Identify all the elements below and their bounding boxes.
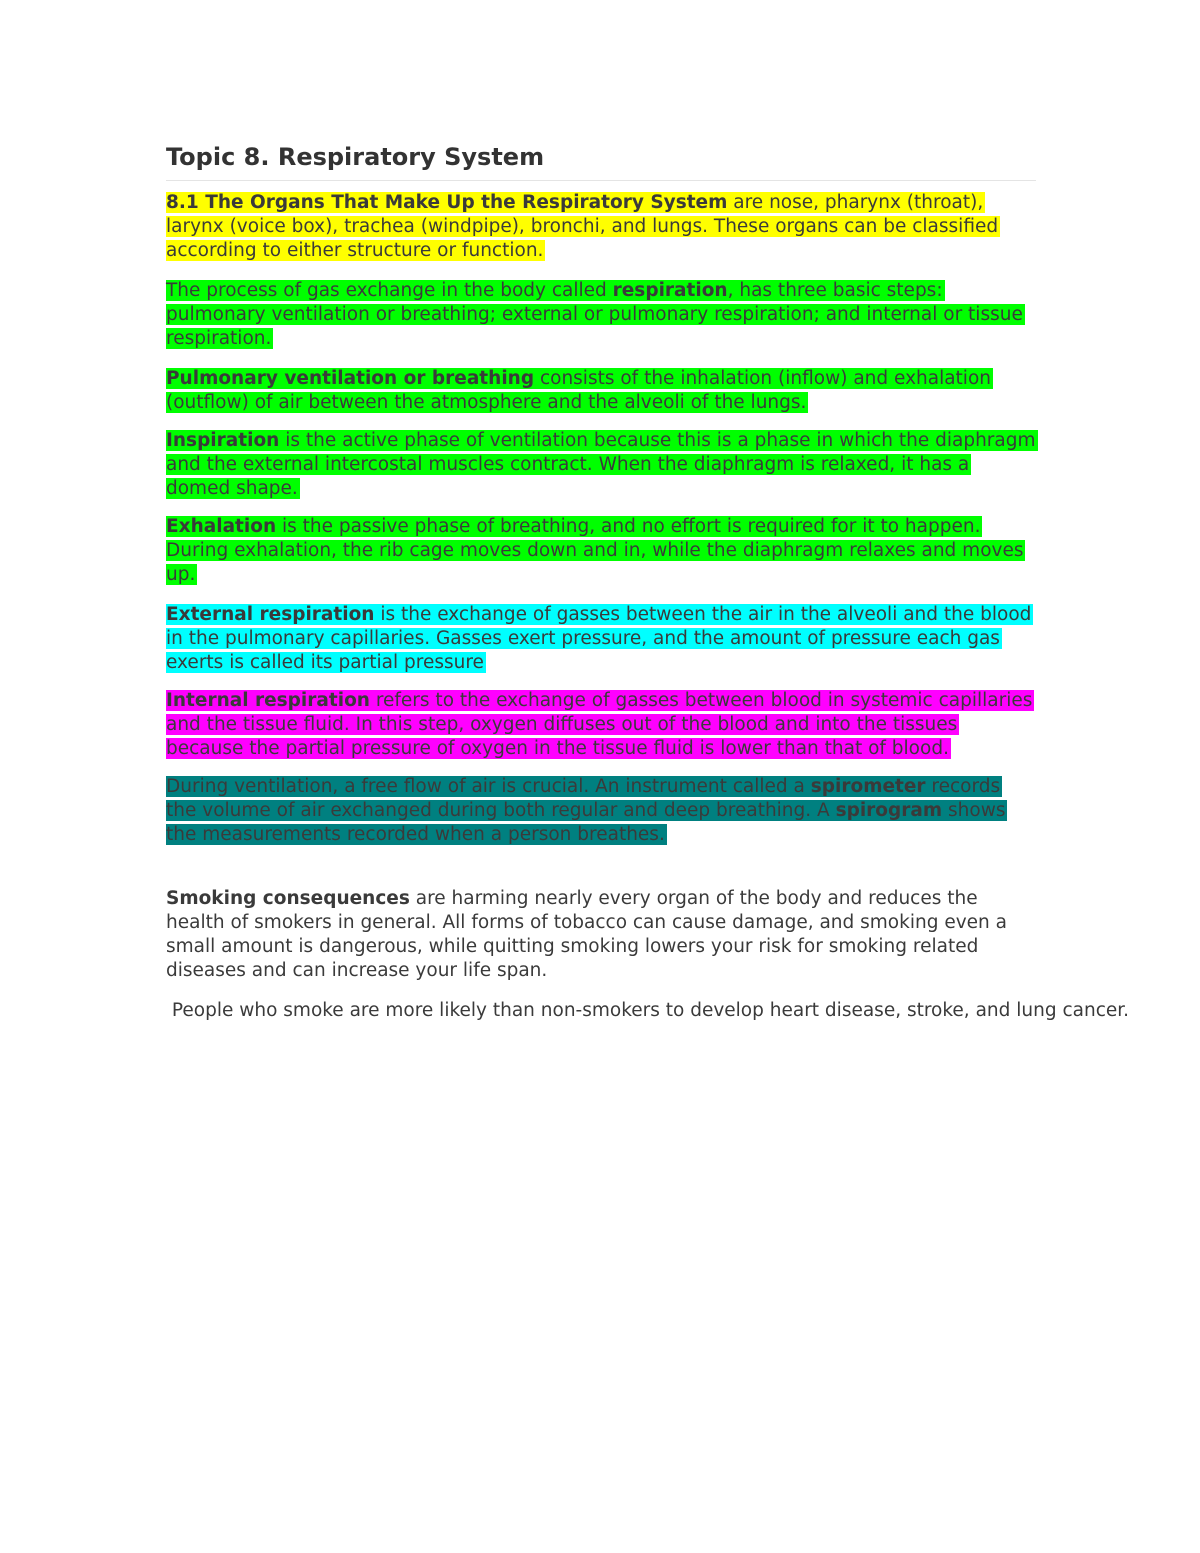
term-spirogram: spirogram <box>835 800 943 821</box>
page-title: Topic 8. Respiratory System <box>166 140 1036 181</box>
people-text: People who smoke are more likely than non-smokers to develop heart disease, stroke, and lung cancer. <box>166 1000 1130 1021</box>
paragraph-inspiration <box>166 429 1036 501</box>
highlight-teal <box>166 776 1007 845</box>
ventilation-text: consists of the inhalation (inflow) and exhalation (outflow) of air between the atmosphere and the alveoli of the lungs. <box>166 368 991 413</box>
paragraph-ventilation <box>166 367 1036 415</box>
exhalation-text: is the passive phase of breathing, and no effort is required for it to happen. During exhalation, the rib cage moves down and in, while the diaphragm relaxes and moves up. <box>166 516 1024 585</box>
organs-text: are nose, pharynx (throat), larynx (voice box), trachea (windpipe), bronchi, and lungs. These organs can be classified according to either structure or function. <box>166 192 999 261</box>
respiration-text: , has three basic steps: pulmonary ventilation or breathing; external or pulmonary respiration; and internal or tissue respiration. <box>166 280 1023 349</box>
external-text: is the exchange of gasses between the air in the alveoli and the blood in the pulmonary capillaries. Gasses exert pressure, and the amount of pressure each gas exerts is called its partial pressure <box>166 604 1032 673</box>
highlight-green <box>166 368 993 413</box>
paragraph-internal-respiration <box>166 689 1036 761</box>
spirometer-mid: records the volume of air exchanged during both regular and deep breathing. A <box>166 776 1001 821</box>
term-internal-respiration: Internal respiration <box>166 690 370 711</box>
inspiration-text: is the active phase of ventilation because this is a phase in which the diaphragm and the external intercostal muscles contract. When the diaphragm is relaxed, it has a domed shape. <box>166 430 1036 499</box>
term-ventilation: Pulmonary ventilation or breathing <box>166 368 535 389</box>
highlight-green <box>166 516 1025 585</box>
highlight-cyan <box>166 604 1033 673</box>
term-external-respiration: External respiration <box>166 604 375 625</box>
highlight-yellow <box>166 192 1000 261</box>
respiration-pre: The process of gas exchange in the body called <box>166 280 613 301</box>
term-exhalation: Exhalation <box>166 516 277 537</box>
term-organs: 8.1 The Organs That Make Up the Respiratory System <box>166 192 728 213</box>
paragraph-people <box>166 999 1130 1023</box>
highlight-green <box>166 280 1025 349</box>
document-page <box>166 140 1130 1023</box>
term-respiration: respiration <box>612 280 728 301</box>
term-inspiration: Inspiration <box>166 430 280 451</box>
term-spirometer: spirometer <box>810 776 926 797</box>
term-smoking: Smoking consequences <box>166 888 410 909</box>
spirometer-text: shows the measurements recorded when a person breathes. <box>166 800 1006 845</box>
paragraph-organs <box>166 191 1036 263</box>
paragraph-smoking <box>166 887 1036 983</box>
internal-text: refers to the exchange of gasses between blood in systemic capillaries and the tissue fluid. In this step, oxygen diffuses out of the blood and into the tissues because the partial pressure of oxygen in the tissue fluid is lower than that of blood. <box>166 690 1033 759</box>
paragraph-external-respiration <box>166 603 1036 675</box>
paragraph-exhalation <box>166 515 1036 587</box>
highlight-magenta <box>166 690 1034 759</box>
smoking-text: are harming nearly every organ of the body and reduces the health of smokers in general. All forms of tobacco can cause damage, and smoking even a small amount is dangerous, while quitting smoking lowers your risk for smoking related diseases and can increase your life span. <box>166 888 1007 981</box>
paragraph-spirometer <box>166 775 1036 847</box>
paragraph-respiration <box>166 279 1036 351</box>
highlight-green <box>166 430 1038 499</box>
spirometer-pre: During ventilation, a free flow of air is crucial. An instrument called a <box>166 776 811 797</box>
